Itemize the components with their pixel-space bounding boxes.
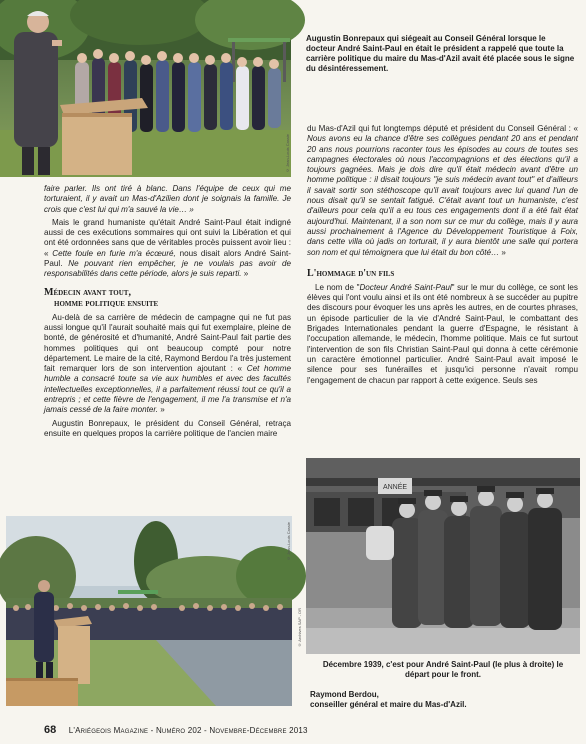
photo-credit: © Archives SAP - DR (297, 608, 302, 648)
section-heading-line: Médecin avant tout, (44, 286, 131, 298)
photo-archive-1939-image (306, 458, 580, 654)
paragraph: du Mas-d'Azil qui fut longtemps député et président du Conseil Général : « Nous avons eu la chance d'être ses collègues pendant 20 ans et pendant 20 ans nous pourrions raconter tous les épisodes au cours de toutes ses campagnes électorales où nous l'accompagnions et des élections qu'il a toujours gagnées. Mais je dois dire qu'il était médecin avant d'être un homme politique : il disait toujours "je suis médecin avant tout" et d'ailleurs il savait sortir son stéthoscope qu'il avait toujours avec lui quand l'un de nous disait qu'il se sentait fatigué. C'était avant tout un humaniste, c'est d'ailleurs pour cela qu'il a eu tous ces engagements dont il a été fait état aujourd'hui. Maintenant, il a son nom sur ce mur du collège, mais il y aura aussi prochainement à l'Agence du Développement Touristique à Foix, dans cette villa où jadis on torturait, il y aura bientôt une salle qui portera son nom et qui témoignera que lui était du bon côté… » (307, 124, 578, 257)
caption-line: Raymond Berdou, (310, 690, 379, 699)
paragraph: faire parler. Ils ont tiré à blanc. Dans l'équipe de ceux qui me torturaient, il y avait un Mas-d'Azilien dont je soignais la famille. Je crois que c'est lui qui m'a sauvé la vie… » (44, 184, 291, 214)
train-sign: ANNÉE (382, 484, 408, 491)
section-heading-line: homme politique ensuite (54, 297, 159, 309)
right-column (307, 124, 578, 389)
section-heading: L'hommage d'un fils (307, 267, 395, 279)
section-heading (44, 287, 291, 309)
page-number: 68 (44, 724, 57, 736)
paragraph: Mais le grand humaniste qu'était André Saint-Paul était indigné aussi de ces exécutions sommaires qui ont suivi la Libération et qui ont été ordonnées sans que de véritables procès puissent avoir lieu : « Cette foule en furie m'a écœuré, nous disait alors André Saint-Paul. Ne pouvant rien empêcher, je ne voulais pas avoir de responsabilités dans cette période, alors je suis reparti. » (44, 217, 292, 279)
magazine-info: L'Ariégeois Magazine - Numéro 202 - Novembre-Décembre 2013 (68, 726, 308, 735)
caption-line: conseiller général et maire du Mas-d'Azil. (310, 700, 467, 709)
photo-caption-berdou (310, 690, 572, 710)
photo-ceremony-speech-image (0, 0, 291, 177)
photo-caption-1939: Décembre 1939, c'est pour André Saint-Paul (le plus à droite) le départ pour le front. (322, 660, 564, 679)
paragraph: Au-delà de sa carrière de médecin de campagne qui ne fut pas aussi longue qu'il l'aurait souhaité mais qui fut exemplaire, pleine de bonté, de générosité et d'humanité, André Saint-Paul fait partie des hommes politiques qui ont beaucoup compté pour notre département. Le maire de la cité, Raymond Berdou l'a très justement fait remarquer lors de son intervention ajoutant : « Cet homme humble a consacré toute sa vie aux humbles et avec des facultés intellectuelles exceptionnelles, il a parfaitement réussi tout ce qu'il a entrepris ; et cette fièvre de l'engagement, il me l'a transmise et n'a jamais cessé de la faire monter. » (44, 312, 291, 415)
photo-archive-1939 (297, 458, 580, 654)
photo-credit: © Jean-Louis Cassie (286, 522, 291, 562)
page-footer (44, 720, 564, 736)
photo-ceremony-crowd-image (6, 516, 292, 706)
paragraph: Augustin Bonrepaux, le président du Conseil Général, retraça ensuite en quelques propos la carrière politique de l'ancien maire (44, 418, 291, 438)
left-column (44, 184, 291, 442)
photo-ceremony-crowd (6, 516, 292, 706)
photo-ceremony-speech (0, 0, 291, 177)
photo-credit: © Jean-Louis Cassie (285, 133, 290, 173)
photo-caption-bonrepaux: Augustin Bonrepaux qui siégeait au Conseil Général lorsque le docteur André Saint-Paul en était le président a rappelé que toute la carrière politique du maire du Mas-d'Azil avait été placée sous le signe du désintéressement. (306, 34, 575, 73)
paragraph: Le nom de "Docteur André Saint-Paul" sur le mur du collège, ce sont les élèves qui l'ont voulu ainsi et ils ont été nombreux à se succéder au pupitre des discours pour évoquer les uns après les autres, en de courtes phrases, un épisode particulier de la vie d'André Saint-Paul, le combattant des Brigades Internationales pendant la guerre d'Espagne, le résistant à l'occupation allemande, le médecin, l'homme politique. Mais ce fut surtout l'intervention de son fils Christian Saint-Paul qui donna à cette cérémonie un caractère émotionnel particulier. André Saint-Paul avait imposé le silence pour ses funérailles et jusqu'ici personne n'avait rompu l'engagement de chacun par rapport à cette exigence. Seuls ses (307, 282, 578, 385)
